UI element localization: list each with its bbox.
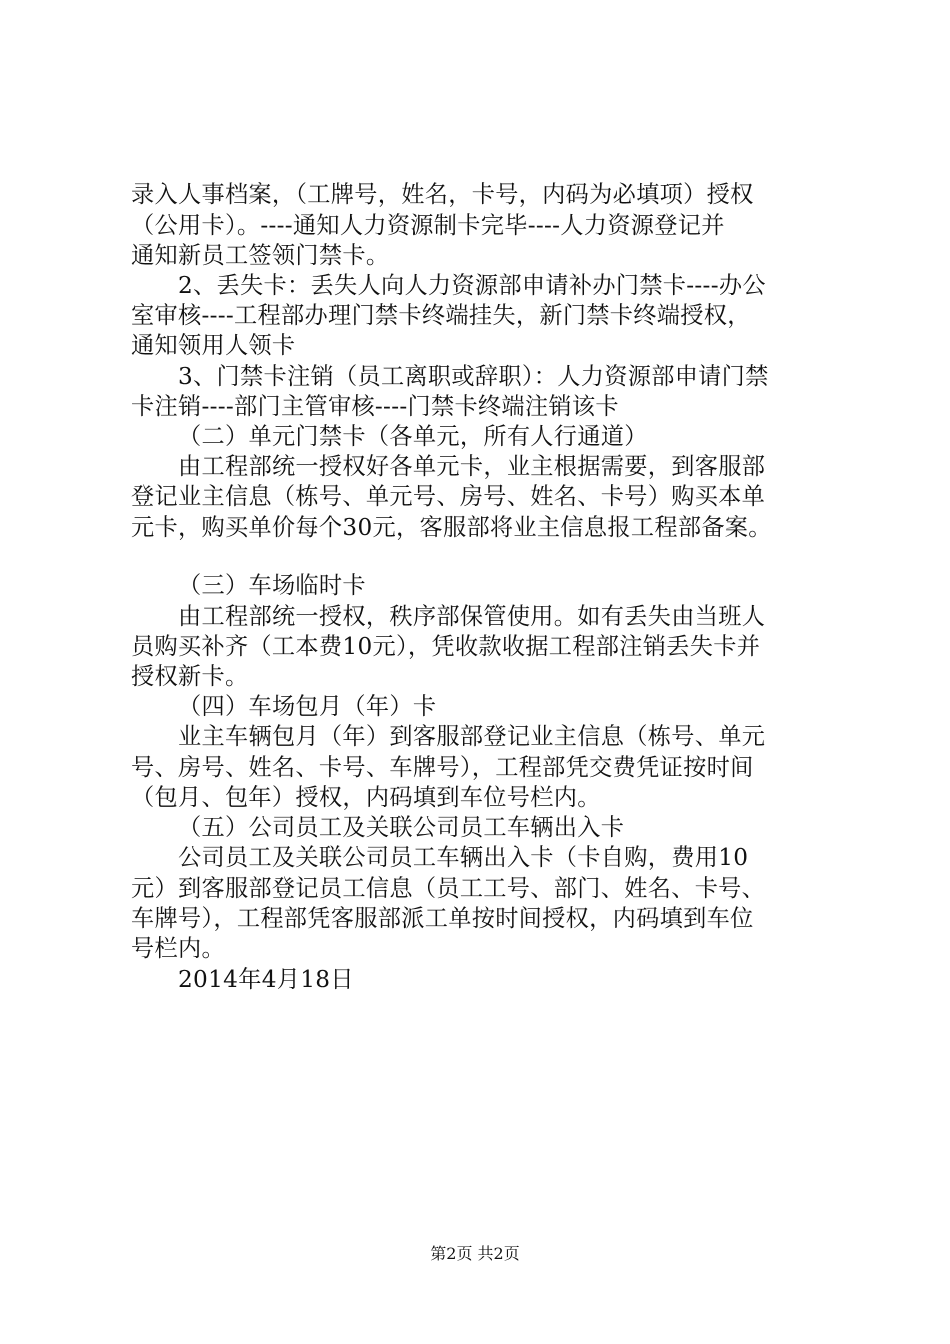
text-line: 由工程部统一授权，秩序部保管使用。如有丢失由当班人 (178, 603, 766, 630)
text-line: 车牌号），工程部凭客服部派工单按时间授权，内码填到车位 (131, 905, 754, 932)
text-line: 3、门禁卡注销（员工离职或辞职）：人力资源部申请门禁 (178, 363, 769, 390)
section-heading: （三）车场临时卡 (178, 572, 366, 599)
text-line: 公司员工及关联公司员工车辆出入卡（卡自购，费用10 (178, 844, 749, 871)
text-line: 登记业主信息（栋号、单元号、房号、姓名、卡号）购买本单 (131, 483, 766, 510)
text-line: 业主车辆包月（年）到客服部登记业主信息（栋号、单元 (178, 723, 766, 750)
document-date: 2014年4月18日 (178, 966, 354, 993)
text-line: 卡注销----部门主管审核----门禁卡终端注销该卡 (131, 393, 619, 420)
text-line: 室审核----工程部办理门禁卡终端挂失，新门禁卡终端授权， (131, 302, 751, 329)
text-line: 号栏内。 (131, 935, 225, 962)
text-line: 元）到客服部登记员工信息（员工工号、部门、姓名、卡号、 (131, 875, 766, 902)
text-line: 授权新卡。 (131, 663, 249, 690)
section-heading: （四）车场包月（年）卡 (178, 693, 437, 720)
section-heading: （五）公司员工及关联公司员工车辆出入卡 (178, 814, 625, 841)
page-footer: 第2页 共2页 (430, 1244, 520, 1263)
text-line: 录入人事档案，（工牌号，姓名，卡号，内码为必填项）授权 (131, 181, 754, 208)
section-heading: （二）单元门禁卡（各单元，所有人行通道） (178, 423, 648, 450)
text-line: 通知领用人领卡 (131, 332, 296, 359)
text-line: 号、房号、姓名、卡号、车牌号），工程部凭交费凭证按时间 (131, 754, 754, 781)
text-line: 2、丢失卡：丢失人向人力资源部申请补办门禁卡----办公 (178, 272, 766, 299)
text-line: （公用卡）。----通知人力资源制卡完毕----人力资源登记并 (131, 212, 725, 239)
text-line: （包月、包年）授权，内码填到车位号栏内。 (131, 784, 601, 811)
text-line: 通知新员工签领门禁卡。 (131, 242, 390, 269)
text-line: 元卡，购买单价每个30元，客服部将业主信息报工程部备案。 (131, 514, 772, 541)
text-line: 由工程部统一授权好各单元卡，业主根据需要，到客服部 (178, 453, 766, 480)
text-line: 员购买补齐（工本费10元），凭收款收据工程部注销丢失卡并 (131, 633, 761, 660)
